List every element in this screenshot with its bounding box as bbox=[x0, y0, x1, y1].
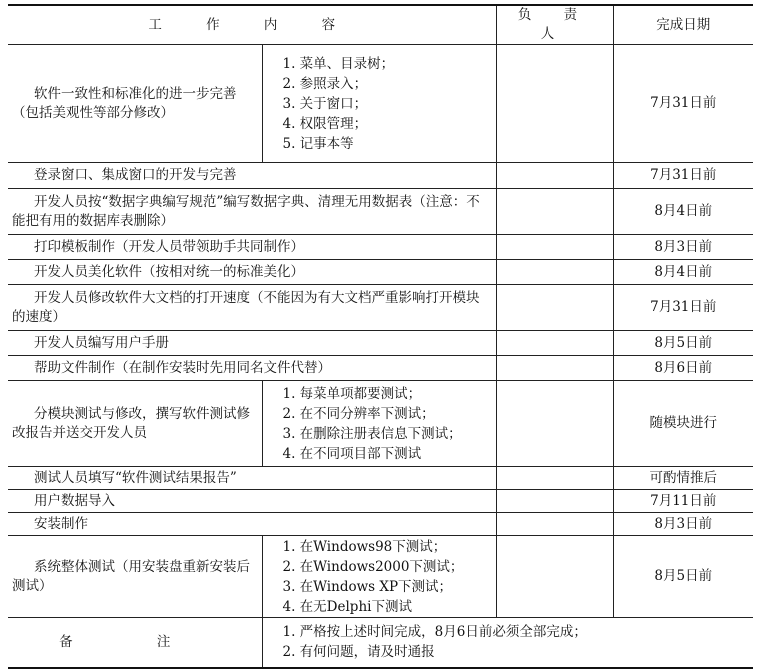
date-cell: 8月5日前 bbox=[613, 536, 753, 618]
table-row bbox=[8, 381, 753, 467]
owner-cell bbox=[496, 467, 613, 490]
task-cell: 登录窗口、集成窗口的开发与完善 bbox=[8, 163, 496, 189]
task-cell: 开发人员修改软件大文档的打开速度（不能因为有大文档严重影响打开模块的速度） bbox=[8, 285, 496, 331]
subtask-item: 2. 在Windows2000下测试； bbox=[282, 558, 464, 575]
task-cell: 开发人员美化软件（按相对统一的标准美化） bbox=[8, 260, 496, 285]
date-cell: 7月11日前 bbox=[613, 490, 753, 513]
date-cell: 8月6日前 bbox=[613, 356, 753, 381]
owner-cell bbox=[496, 163, 613, 189]
subtask-item: 1. 在Windows98下测试； bbox=[282, 538, 447, 555]
table-row bbox=[8, 260, 753, 285]
owner-cell bbox=[496, 490, 613, 513]
date-cell: 8月3日前 bbox=[613, 235, 753, 260]
table-row bbox=[8, 513, 753, 536]
header-owner: 负 责 人 bbox=[496, 5, 613, 45]
task-cell: 系统整体测试（用安装盘重新安装后测试） bbox=[8, 536, 262, 618]
subtask-cell bbox=[262, 536, 496, 618]
task-cell: 打印模板制作（开发人员带领助手共同制作） bbox=[8, 235, 496, 260]
table-row bbox=[8, 467, 753, 490]
owner-cell bbox=[496, 189, 613, 235]
table-row bbox=[8, 189, 753, 235]
note-item: 2. 有何问题，请及时通报 bbox=[282, 644, 435, 661]
subtask-item: 2. 在不同分辨率下测试； bbox=[282, 405, 435, 422]
note-item: 1. 严格按上述时间完成，8月6日前必须全部完成； bbox=[282, 624, 587, 641]
table-row bbox=[8, 45, 753, 163]
notes-row bbox=[8, 618, 753, 668]
subtask-item: 3. 关于窗口； bbox=[282, 95, 368, 112]
subtask-item: 4. 在不同项目部下测试 bbox=[282, 445, 422, 462]
owner-cell bbox=[496, 260, 613, 285]
date-cell: 随模块进行 bbox=[613, 381, 753, 467]
subtask-cell bbox=[262, 45, 496, 163]
owner-cell bbox=[496, 381, 613, 467]
owner-cell bbox=[496, 536, 613, 618]
task-cell: 安装制作 bbox=[8, 513, 496, 536]
notes-label: 备 注 bbox=[8, 618, 262, 668]
subtask-item: 4. 权限管理； bbox=[282, 115, 368, 132]
subtask-item: 1. 每菜单项都要测试； bbox=[282, 385, 422, 402]
date-cell: 8月5日前 bbox=[613, 331, 753, 356]
subtask-cell bbox=[262, 381, 496, 467]
date-cell: 可酌情推后 bbox=[613, 467, 753, 490]
owner-cell bbox=[496, 285, 613, 331]
date-cell: 8月3日前 bbox=[613, 513, 753, 536]
header-row bbox=[8, 5, 753, 45]
table-row bbox=[8, 285, 753, 331]
subtask-item: 5. 记事本等 bbox=[282, 135, 354, 152]
notes-cell bbox=[262, 618, 753, 668]
table-row bbox=[8, 163, 753, 189]
task-cell: 开发人员编写用户手册 bbox=[8, 331, 496, 356]
table-row bbox=[8, 331, 753, 356]
date-cell: 7月31日前 bbox=[613, 45, 753, 163]
date-cell: 8月4日前 bbox=[613, 189, 753, 235]
owner-cell bbox=[496, 331, 613, 356]
header-date: 完成日期 bbox=[613, 5, 753, 45]
subtask-item: 1. 菜单、目录树； bbox=[282, 55, 395, 72]
task-cell: 帮助文件制作（在制作安装时先用同名文件代替） bbox=[8, 356, 496, 381]
owner-cell bbox=[496, 235, 613, 260]
task-cell: 分模块测试与修改，撰写软件测试修改报告并送交开发人员 bbox=[8, 381, 262, 467]
date-cell: 7月31日前 bbox=[613, 285, 753, 331]
subtask-item: 4. 在无Delphi下测试 bbox=[282, 598, 412, 615]
owner-cell bbox=[496, 45, 613, 163]
owner-cell bbox=[496, 356, 613, 381]
table-row bbox=[8, 490, 753, 513]
task-cell: 测试人员填写“软件测试结果报告” bbox=[8, 467, 496, 490]
table-row bbox=[8, 356, 753, 381]
header-work: 工 作 内 容 bbox=[8, 5, 496, 45]
subtask-item: 3. 在Windows XP下测试； bbox=[282, 578, 453, 595]
owner-cell bbox=[496, 513, 613, 536]
date-cell: 8月4日前 bbox=[613, 260, 753, 285]
task-cell: 软件一致性和标准化的进一步完善（包括美观性等部分修改） bbox=[8, 45, 262, 163]
task-cell: 用户数据导入 bbox=[8, 490, 496, 513]
date-cell: 7月31日前 bbox=[613, 163, 753, 189]
table-row bbox=[8, 536, 753, 618]
table-row bbox=[8, 235, 753, 260]
subtask-item: 2. 参照录入； bbox=[282, 75, 368, 92]
subtask-item: 3. 在删除注册表信息下测试； bbox=[282, 425, 462, 442]
schedule-table bbox=[8, 4, 753, 669]
task-cell: 开发人员按“数据字典编写规范”编写数据字典、清理无用数据表（注意：不能把有用的数据库表删除） bbox=[8, 189, 496, 235]
